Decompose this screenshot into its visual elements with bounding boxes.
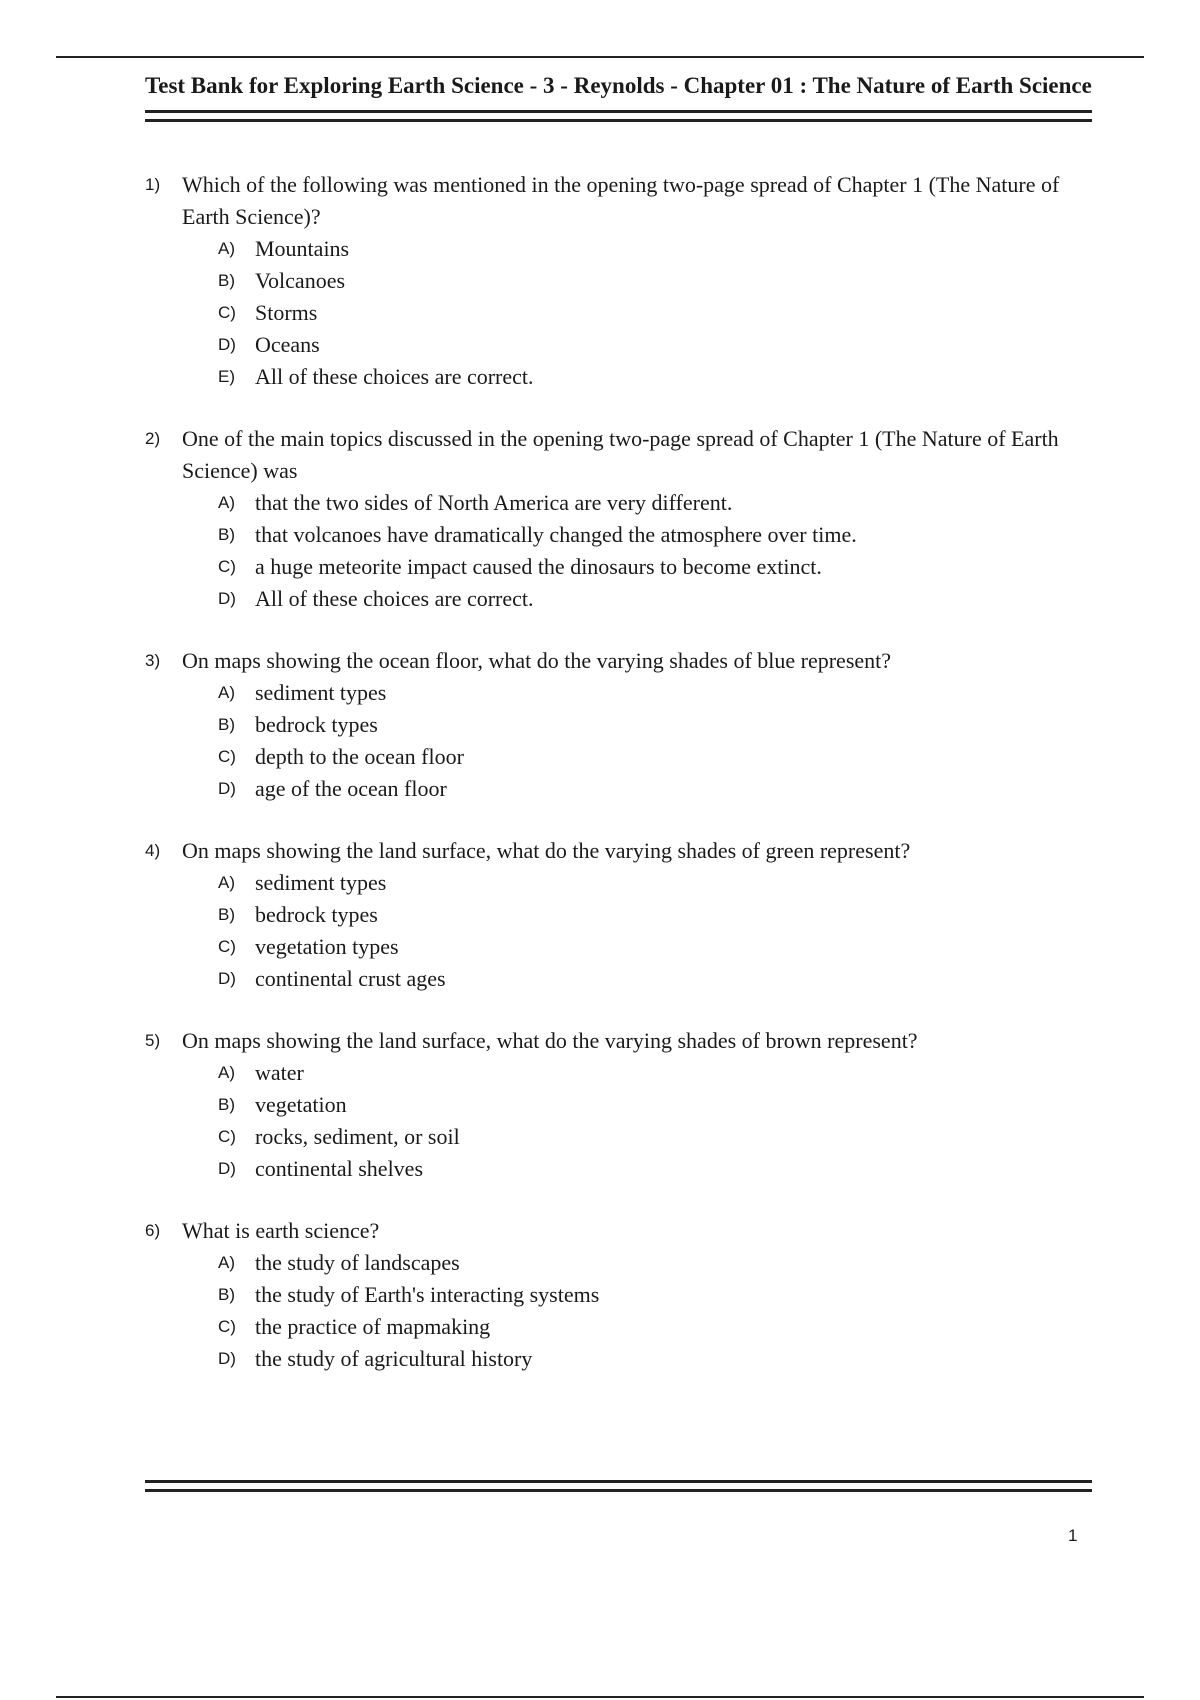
question-text: Which of the following was mentioned in the opening two-page spread of Chapter 1 (The Nature of Earth Science)? bbox=[182, 172, 1060, 229]
choice-b bbox=[218, 1089, 1092, 1121]
choice-letter: C) bbox=[218, 1317, 236, 1336]
choice-text: Mountains bbox=[255, 236, 350, 261]
choice-text: vegetation bbox=[255, 1092, 347, 1117]
choice-d bbox=[218, 1343, 1092, 1375]
question-number: 4) bbox=[145, 841, 161, 860]
question-text: What is earth science? bbox=[182, 1218, 380, 1243]
choice-a bbox=[218, 1247, 1092, 1279]
choice-b bbox=[218, 265, 1092, 297]
choice-text: sediment types bbox=[255, 870, 387, 895]
choice-text: the study of Earth's interacting systems bbox=[255, 1282, 600, 1307]
choice-text: that volcanoes have dramatically changed the atmosphere over time. bbox=[255, 522, 857, 547]
choice-text: a huge meteorite impact caused the dinosaurs to become extinct. bbox=[255, 554, 822, 579]
choice-d bbox=[218, 329, 1092, 361]
choice-letter: B) bbox=[218, 1095, 235, 1114]
question-text: One of the main topics discussed in the opening two-page spread of Chapter 1 (The Nature of Earth Science) was bbox=[182, 426, 1059, 483]
choice-text: the study of landscapes bbox=[255, 1250, 460, 1275]
choice-b bbox=[218, 899, 1092, 931]
choice-text: that the two sides of North America are very different. bbox=[255, 490, 733, 515]
question-text: On maps showing the ocean floor, what do the varying shades of blue represent? bbox=[182, 648, 892, 673]
choice-letter: D) bbox=[218, 1349, 236, 1368]
choice-list bbox=[218, 1247, 1092, 1375]
choice-text: Volcanoes bbox=[255, 268, 346, 293]
choice-letter: B) bbox=[218, 715, 235, 734]
choice-letter: E) bbox=[218, 367, 235, 386]
question-number: 3) bbox=[145, 651, 161, 670]
question-text: On maps showing the land surface, what do the varying shades of brown represent? bbox=[182, 1028, 918, 1053]
question-number: 1) bbox=[145, 175, 161, 194]
choice-e bbox=[218, 361, 1092, 393]
question-4 bbox=[145, 835, 1092, 995]
choice-d bbox=[218, 773, 1092, 805]
choice-a bbox=[218, 233, 1092, 265]
question-2 bbox=[145, 423, 1092, 615]
choice-a bbox=[218, 1057, 1092, 1089]
choice-b bbox=[218, 709, 1092, 741]
choice-letter: B) bbox=[218, 905, 235, 924]
choice-d bbox=[218, 1153, 1092, 1185]
choice-text: All of these choices are correct. bbox=[255, 364, 534, 389]
choice-letter: D) bbox=[218, 779, 236, 798]
choice-text: continental crust ages bbox=[255, 966, 446, 991]
choice-d bbox=[218, 583, 1092, 615]
choice-text: the practice of mapmaking bbox=[255, 1314, 491, 1339]
choice-d bbox=[218, 963, 1092, 995]
choice-c bbox=[218, 1311, 1092, 1343]
choice-text: continental shelves bbox=[255, 1156, 424, 1181]
choice-b bbox=[218, 519, 1092, 551]
page-top-rule bbox=[56, 56, 1144, 58]
choice-c bbox=[218, 297, 1092, 329]
choice-letter: D) bbox=[218, 1159, 236, 1178]
choice-text: vegetation types bbox=[255, 934, 399, 959]
choice-c bbox=[218, 551, 1092, 583]
choice-letter: A) bbox=[218, 493, 235, 512]
choice-text: sediment types bbox=[255, 680, 387, 705]
choice-letter: C) bbox=[218, 557, 236, 576]
question-number: 5) bbox=[145, 1031, 161, 1050]
title-double-rule bbox=[145, 110, 1092, 122]
choice-text: rocks, sediment, or soil bbox=[255, 1124, 460, 1149]
footer-double-rule bbox=[145, 1480, 1092, 1492]
question-5 bbox=[145, 1025, 1092, 1185]
choice-letter: D) bbox=[218, 335, 236, 354]
choice-letter: A) bbox=[218, 239, 235, 258]
question-6 bbox=[145, 1215, 1092, 1375]
page-content bbox=[145, 70, 1092, 1405]
choice-list bbox=[218, 677, 1092, 805]
choice-a bbox=[218, 677, 1092, 709]
question-3 bbox=[145, 645, 1092, 805]
question-text: On maps showing the land surface, what do the varying shades of green represent? bbox=[182, 838, 911, 863]
choice-letter: D) bbox=[218, 969, 236, 988]
choice-list bbox=[218, 867, 1092, 995]
choice-letter: C) bbox=[218, 747, 236, 766]
choice-letter: C) bbox=[218, 303, 236, 322]
choice-list bbox=[218, 487, 1092, 615]
choice-text: the study of agricultural history bbox=[255, 1346, 533, 1371]
question-1 bbox=[145, 169, 1092, 393]
choice-letter: C) bbox=[218, 937, 236, 956]
choice-list bbox=[218, 233, 1092, 393]
question-number: 6) bbox=[145, 1221, 161, 1240]
choice-letter: A) bbox=[218, 1253, 235, 1272]
choice-letter: A) bbox=[218, 873, 235, 892]
choice-c bbox=[218, 931, 1092, 963]
choice-a bbox=[218, 487, 1092, 519]
question-number: 2) bbox=[145, 429, 161, 448]
choice-letter: C) bbox=[218, 1127, 236, 1146]
choice-text: Oceans bbox=[255, 332, 320, 357]
choice-text: bedrock types bbox=[255, 712, 378, 737]
choice-text: Storms bbox=[255, 300, 318, 325]
document-title: Test Bank for Exploring Earth Science - 3 - Reynolds - Chapter 01 : The Nature of Earth Science bbox=[145, 73, 1092, 98]
choice-text: age of the ocean floor bbox=[255, 776, 447, 801]
choice-list bbox=[218, 1057, 1092, 1185]
page-bottom-rule bbox=[56, 1696, 1144, 1698]
page-number: 1 bbox=[1068, 1526, 1078, 1545]
choice-text: depth to the ocean floor bbox=[255, 744, 464, 769]
choice-letter: D) bbox=[218, 589, 236, 608]
choice-letter: A) bbox=[218, 1063, 235, 1082]
choice-text: water bbox=[255, 1060, 304, 1085]
choice-c bbox=[218, 741, 1092, 773]
choice-letter: A) bbox=[218, 683, 235, 702]
choice-letter: B) bbox=[218, 525, 235, 544]
choice-text: bedrock types bbox=[255, 902, 378, 927]
choice-a bbox=[218, 867, 1092, 899]
choice-b bbox=[218, 1279, 1092, 1311]
choice-letter: B) bbox=[218, 271, 235, 290]
choice-text: All of these choices are correct. bbox=[255, 586, 534, 611]
choice-c bbox=[218, 1121, 1092, 1153]
choice-letter: B) bbox=[218, 1285, 235, 1304]
question-list bbox=[145, 169, 1092, 1375]
